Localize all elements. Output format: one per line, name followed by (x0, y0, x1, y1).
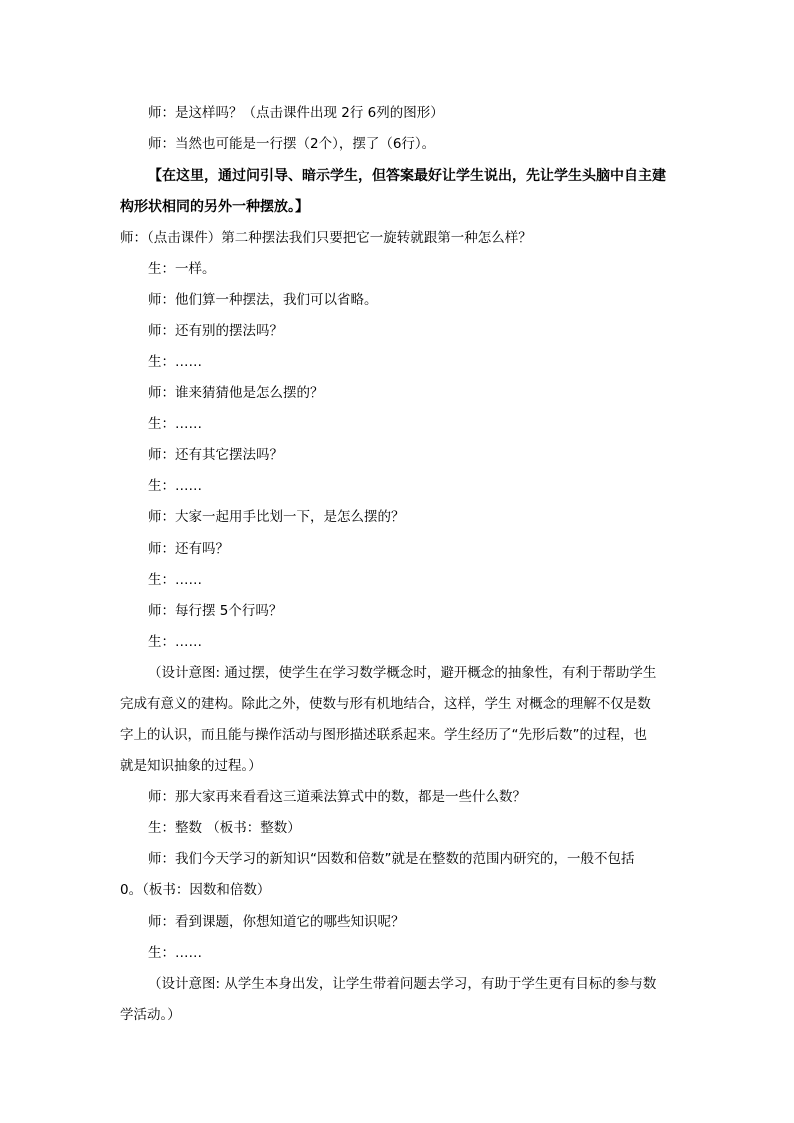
dialogue-line: 生：…… (148, 354, 202, 370)
dialogue-line: 生：整数 （板书：整数） (148, 820, 301, 836)
dialogue-line: 生：…… (148, 945, 202, 961)
dialogue-line: 师：他们算一种摆法，我们可以省略。 (148, 292, 378, 308)
dialogue-line: 0。（板书：因数和倍数） (120, 882, 271, 898)
dialogue-line: 师：每行摆 5个行吗？ (148, 603, 283, 619)
design-intent-line: 学活动。） (120, 1007, 181, 1023)
dialogue-line: 师：那大家再来看看这三道乘法算式中的数，都是一些什么数？ (148, 789, 526, 805)
dialogue-line: 师：是这样吗？（点击课件出现 2行 6列的图形） (148, 105, 444, 121)
dialogue-line: 生：…… (148, 572, 202, 588)
design-intent-line: （设计意图: 通过摆，使学生在学习数学概念时，避开概念的抽象性，有利于帮助学生 (148, 665, 657, 681)
bold-note: 【在这里，通过问引导、暗示学生，但答案最好让学生说出，先让学生头脑中自主建 (148, 168, 666, 184)
dialogue-line: 师：还有其它摆法吗？ (148, 447, 283, 463)
dialogue-line: 师：还有吗？ (148, 541, 229, 557)
dialogue-line: 生：…… (148, 478, 202, 494)
design-intent-line: 完成有意义的建构。除此之外，使数与形有机地结合，这样，学生 对概念的理解不仅是数 (120, 696, 651, 712)
dialogue-line: 师：还有别的摆法吗？ (148, 323, 283, 339)
dialogue-line: 生：…… (148, 634, 202, 650)
design-intent-line: 字上的认识，而且能与操作活动与图形描述联系起来。学生经历了“先形后数”的过程，也 (120, 727, 647, 743)
dialogue-line: 生：一样。 (148, 261, 216, 277)
dialogue-line: 生：…… (148, 416, 202, 432)
dialogue-line: 师：看到课题，你想知道它的哪些知识呢？ (148, 914, 405, 930)
design-intent-line: 就是知识抽象的过程。） (120, 758, 262, 774)
dialogue-line: 师：大家一起用手比划一下，是怎么摆的？ (148, 509, 405, 525)
dialogue-line: 师：谁来猜猜他是怎么摆的？ (148, 385, 324, 401)
bold-note: 构形状相同的另外一种摆放。】 (120, 199, 309, 215)
dialogue-line: 师：（点击课件）第二种摆法我们只要把它一旋转就跟第一种怎么样？ (120, 230, 532, 246)
design-intent-line: （设计意图: 从学生本身出发，让学生带着问题去学习，有助于学生更有目标的参与数 (148, 976, 657, 992)
dialogue-line: 师：我们今天学习的新知识“因数和倍数”就是在整数的范围内研究的，一般不包括 (148, 851, 635, 867)
dialogue-line: 师：当然也可能是一行摆（2个），摆了（6行）。 (148, 136, 436, 152)
